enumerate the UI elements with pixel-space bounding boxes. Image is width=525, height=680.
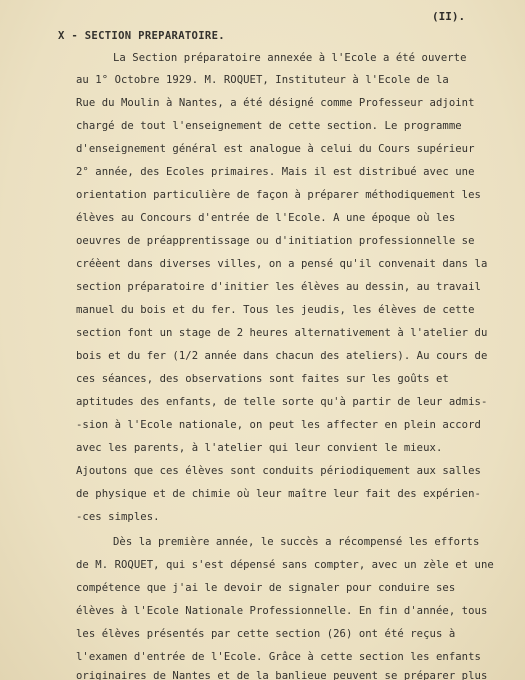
text-line: 2° année, des Ecoles primaires. Mais il est distribué avec une <box>76 166 475 178</box>
text-line: -sion à l'Ecole nationale, on peut les affecter en plein accord <box>76 419 481 431</box>
text-line: de M. ROQUET, qui s'est dépensé sans compter, avec un zèle et une <box>76 559 494 571</box>
text-line: -ces simples. <box>76 511 160 523</box>
text-line: Rue du Moulin à Nantes, a été désigné comme Professeur adjoint <box>76 97 475 109</box>
text-line: Dès la première année, le succès a récompensé les efforts <box>113 536 480 548</box>
text-line: compétence que j'ai le devoir de signaler pour conduire ses <box>76 582 456 594</box>
text-line: Ajoutons que ces élèves sont conduits périodiquement aux salles <box>76 465 481 477</box>
text-line: section font un stage de 2 heures alternativement à l'atelier du <box>76 327 488 339</box>
text-line: d'enseignement général est analogue à celui du Cours supérieur <box>76 143 475 155</box>
page-number: (II). <box>432 10 466 23</box>
text-line: l'examen d'entrée de l'Ecole. Grâce à cette section les enfants <box>76 651 481 663</box>
text-line: bois et du fer (1/2 année dans chacun des ateliers). Au cours de <box>76 350 488 362</box>
text-line: au 1° Octobre 1929. M. ROQUET, Instituteur à l'Ecole de la <box>76 74 449 86</box>
text-line: oeuvres de préapprentissage ou d'initiation professionnelle se <box>76 235 475 247</box>
text-line: section préparatoire d'initier les élèves au dessin, au travail <box>76 281 481 293</box>
text-line: originaires de Nantes et de la banlieue peuvent se préparer plus <box>76 670 488 680</box>
text-line: avec les parents, à l'atelier qui leur convient le mieux. <box>76 442 443 454</box>
text-line: les élèves présentés par cette section (26) ont été reçus à <box>76 628 456 640</box>
text-line: élèves au Concours d'entrée de l'Ecole. A une époque où les <box>76 212 456 224</box>
text-line: de physique et de chimie où leur maître leur fait des expérien- <box>76 488 481 500</box>
text-line: manuel du bois et du fer. Tous les jeudis, les élèves de cette <box>76 304 475 316</box>
text-line: La Section préparatoire annexée à l'Ecole a été ouverte <box>113 52 467 64</box>
section-title: X - SECTION PREPARATOIRE. <box>58 30 225 42</box>
text-line: aptitudes des enfants, de telle sorte qu'à partir de leur admis- <box>76 396 488 408</box>
text-line: élèves à l'Ecole Nationale Professionnelle. En fin d'année, tous <box>76 605 488 617</box>
text-line: créèent dans diverses villes, on a pensé qu'il convenait dans la <box>76 258 488 270</box>
text-line: chargé de tout l'enseignement de cette section. Le programme <box>76 120 462 132</box>
text-line: ces séances, des observations sont faites sur les goûts et <box>76 373 449 385</box>
text-line: orientation particulière de façon à préparer méthodiquement les <box>76 189 481 201</box>
